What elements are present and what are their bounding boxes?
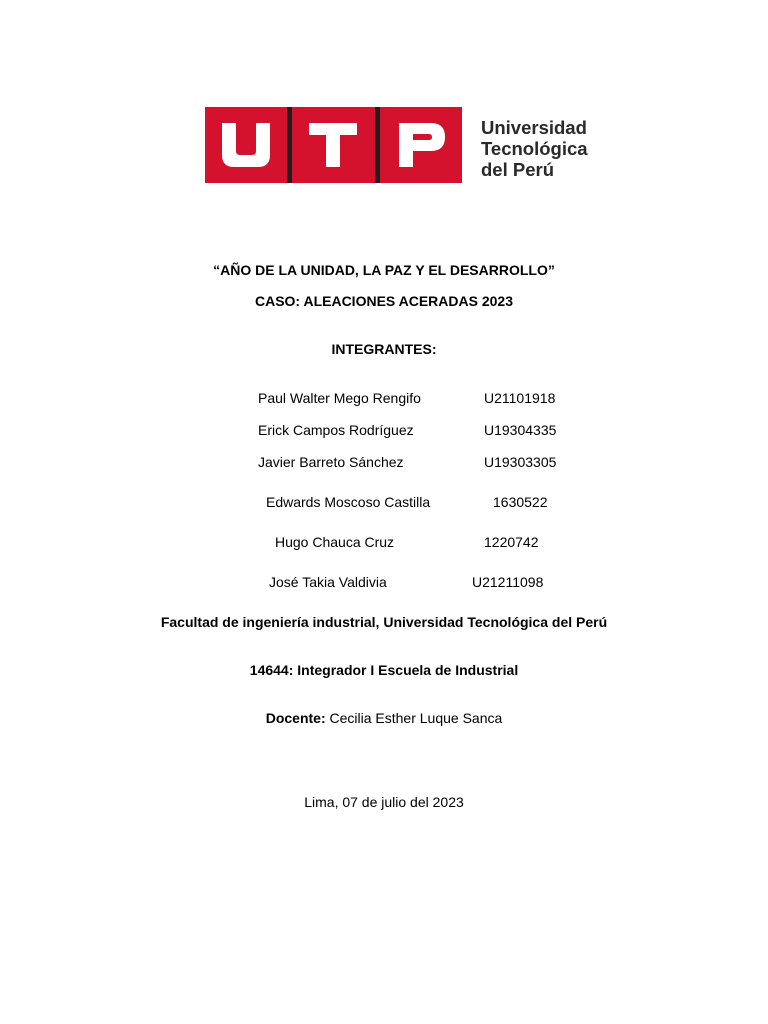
member-name: Javier Barreto Sánchez: [258, 454, 404, 470]
member-code: U21211098: [472, 574, 544, 590]
course: 14644: Integrador I Escuela de Industrial: [249, 662, 519, 678]
university-name-line-2: Tecnológica: [481, 138, 588, 159]
university-name: [481, 117, 588, 180]
place-date: Lima, 07 de julio del 2023: [304, 794, 464, 810]
university-name-line-3: del Perú: [481, 159, 554, 180]
teacher-label: Docente:: [265, 710, 326, 726]
member-code: 1220742: [484, 534, 539, 550]
case-title: CASO: ALEACIONES ACERADAS 2023: [254, 293, 513, 309]
member-name: Edwards Moscoso Castilla: [266, 494, 431, 510]
logo-mark: [205, 107, 462, 183]
member-code: U21101918: [484, 390, 556, 406]
member-code: U19303305: [484, 454, 557, 470]
member-code: U19304335: [484, 422, 557, 438]
letter-t-glyph: [307, 123, 359, 167]
university-name-line-1: Universidad: [481, 117, 587, 138]
member-code: 1630522: [493, 494, 548, 510]
logo-letter-t: [292, 107, 379, 183]
letter-u-glyph: [220, 123, 272, 167]
member-name: Paul Walter Mego Rengifo: [258, 390, 421, 406]
teacher-name: Cecilia Esther Luque Sanca: [329, 710, 503, 726]
logo-letter-p: [380, 107, 462, 183]
motto: “AÑO DE LA UNIDAD, LA PAZ Y EL DESARROLLO”: [213, 262, 555, 278]
members-heading: INTEGRANTES:: [331, 341, 437, 357]
member-name: Hugo Chauca Cruz: [275, 534, 395, 550]
letter-p-glyph: [395, 123, 447, 167]
faculty: Facultad de ingeniería industrial, Universidad Tecnológica del Perú: [160, 614, 608, 630]
member-name: Erick Campos Rodríguez: [258, 422, 414, 438]
teacher-line: [0, 709, 768, 727]
member-name: José Takia Valdivia: [269, 574, 387, 590]
logo-letter-u: [205, 107, 292, 183]
